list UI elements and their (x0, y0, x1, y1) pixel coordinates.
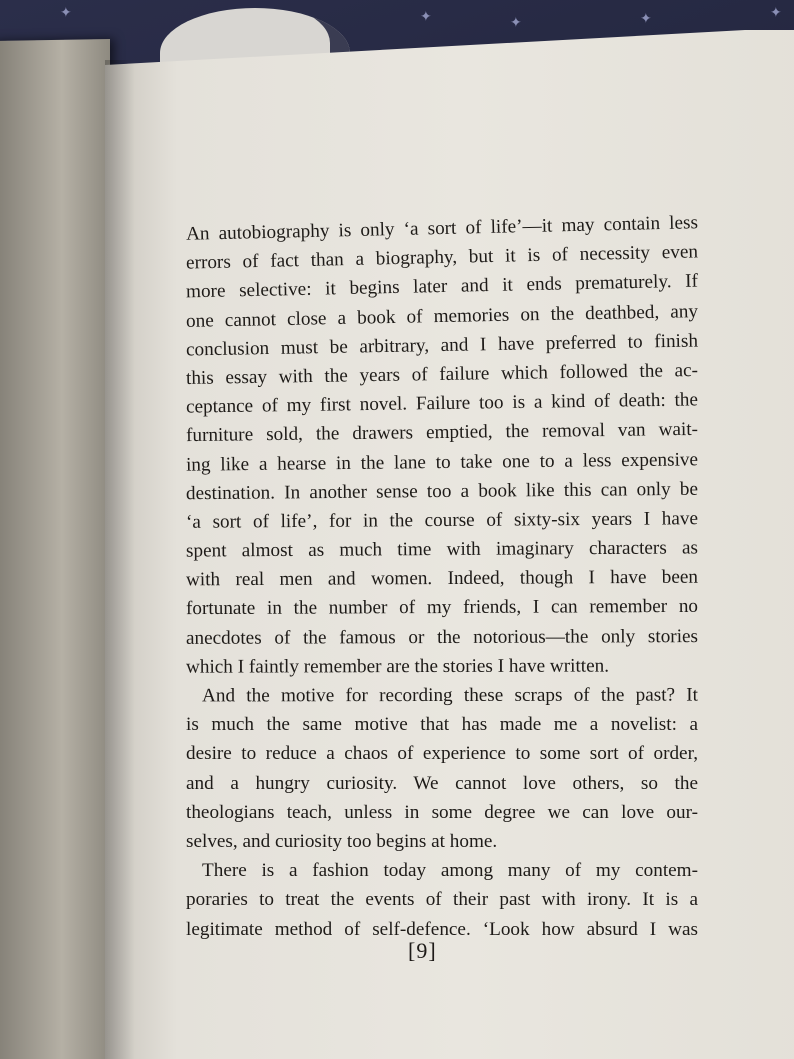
fabric-star-icon: ✦ (60, 5, 72, 21)
text-line: which I faintly remember are the stories I have written. (185, 655, 610, 678)
text-line: legitimate method of self-defence. ‘Look how absurd I was (186, 918, 698, 940)
text-line: anecdotes of the famous or the notorious—the only stories (185, 625, 699, 649)
text-line: one cannot close a book of memories on the deathbed, any (185, 300, 699, 332)
gutter-shadow (105, 60, 135, 1059)
text-line: spent almost as much time with imaginary characters as (185, 537, 699, 562)
page-number: [9] (408, 938, 437, 963)
text-line: and a hungry curiosity. We cannot love others, so the (186, 772, 698, 794)
page-text (186, 214, 698, 944)
text-line: more selective: it begins later and it ends prematurely. If (185, 271, 699, 303)
text-line: selves, and curiosity too begins at home. (186, 830, 498, 852)
text-line: ing like a hearse in the lane to take one to a less expensive (185, 448, 699, 476)
text-line: desire to reduce a chaos of experience to some sort of order, (186, 743, 698, 765)
left-page-edge (0, 39, 110, 1059)
text-line: is much the same motive that has made me a novelist: a (186, 714, 698, 736)
text-line: fortunate in the number of my friends, I can remember no (185, 596, 699, 620)
text-line: destination. In another sense too a book like this can only be (185, 478, 699, 504)
text-line: poraries to treat the events of their past with irony. It is a (186, 889, 698, 911)
text-line: conclusion must be arbitrary, and I have preferred to finish (185, 330, 699, 361)
text-line: ‘a sort of life’, for in the course of sixty-six years I have (185, 508, 699, 533)
text-line: There is a fashion today among many of my contem- (202, 860, 698, 882)
text-line: And the motive for recording these scraps of the past? It (201, 684, 699, 707)
text-line: ceptance of my first novel. Failure too is a kind of death: the (185, 389, 699, 418)
fabric-star-icon: ✦ (510, 15, 522, 31)
text-line: this essay with the years of failure which followed the ac- (185, 359, 699, 389)
fabric-star-icon: ✦ (770, 5, 782, 21)
text-line: errors of fact than a biography, but it is of necessity even (185, 241, 699, 274)
text-line: furniture sold, the drawers emptied, the removal van wait- (185, 419, 699, 447)
text-line: with real men and women. Indeed, though I have been (185, 566, 699, 591)
fabric-star-icon: ✦ (640, 11, 652, 27)
fabric-star-icon: ✦ (420, 9, 432, 25)
text-line: theologians teach, unless in some degree we can love our- (186, 801, 698, 823)
text-line: An autobiography is only ‘a sort of life’—it may contain less (185, 212, 699, 245)
